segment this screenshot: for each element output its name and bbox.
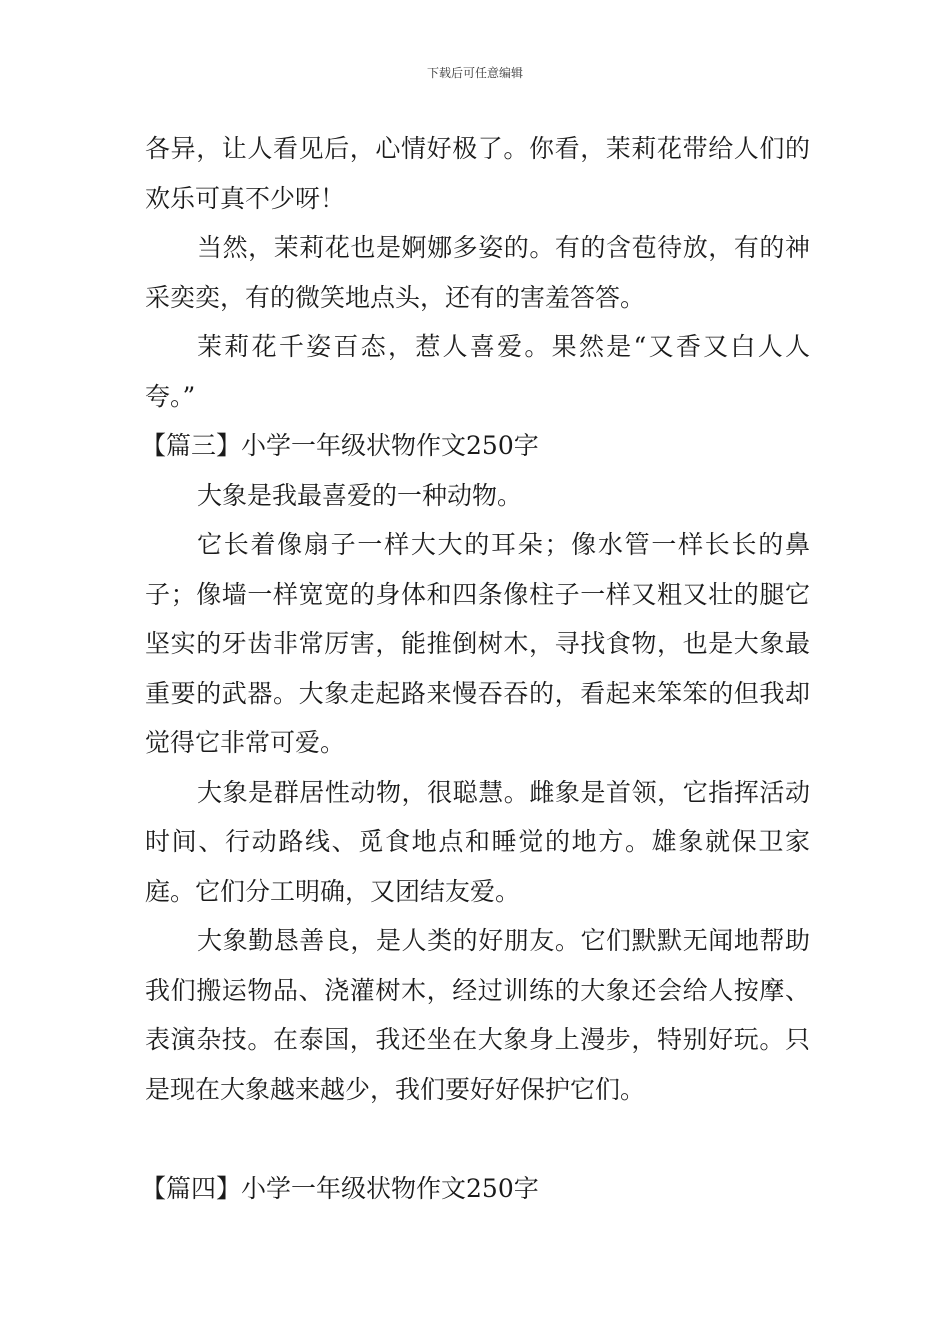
paragraph: 大象是群居性动物，很聪慧。雌象是首领，它指挥活动时间、行动路线、觅食地点和睡觉的地方。雄象就保卫家庭。它们分工明确，又团结友爱。 <box>145 777 810 906</box>
paragraph: 大象勤恳善良，是人类的好朋友。它们默默无闻地帮助我们搬运物品、浇灌树木，经过训练的大象还会给人按摩、表演杂技。在泰国，我还坐在大象身上漫步，特别好玩。只是现在大象越来越少，我们要好好保护它们。 <box>145 926 810 1104</box>
paragraph: 茉莉花千姿百态，惹人喜爱。果然是“又香又白人人夸。” <box>145 332 810 411</box>
page-header: 下载后可任意编辑 <box>426 66 523 80</box>
blank-line <box>145 1114 810 1164</box>
paragraph-continued: 各异，让人看见后，心情好极了。你看，茉莉花带给人们的欢乐可真不少呀！ <box>145 134 810 213</box>
paragraph: 当然，茉莉花也是婀娜多姿的。有的含苞待放，有的神采奕奕，有的微笑地点头，还有的害羞答答。 <box>145 233 810 312</box>
paragraph: 大象是我最喜爱的一种动物。 <box>197 480 523 510</box>
document-body <box>141 124 810 1213</box>
paragraph: 它长着像扇子一样大大的耳朵；像水管一样长长的鼻子；像墙一样宽宽的身体和四条像柱子一样又粗又壮的腿它坚实的牙齿非常厉害，能推倒树木，寻找食物，也是大象最重要的武器。大象走起路来慢吞吞的，看起来笨笨的但我却觉得它非常可爱。 <box>145 530 810 757</box>
section-heading-4: 【篇四】小学一年级状物作文250字 <box>141 1173 539 1203</box>
section-heading-3: 【篇三】小学一年级状物作文250字 <box>141 431 539 460</box>
